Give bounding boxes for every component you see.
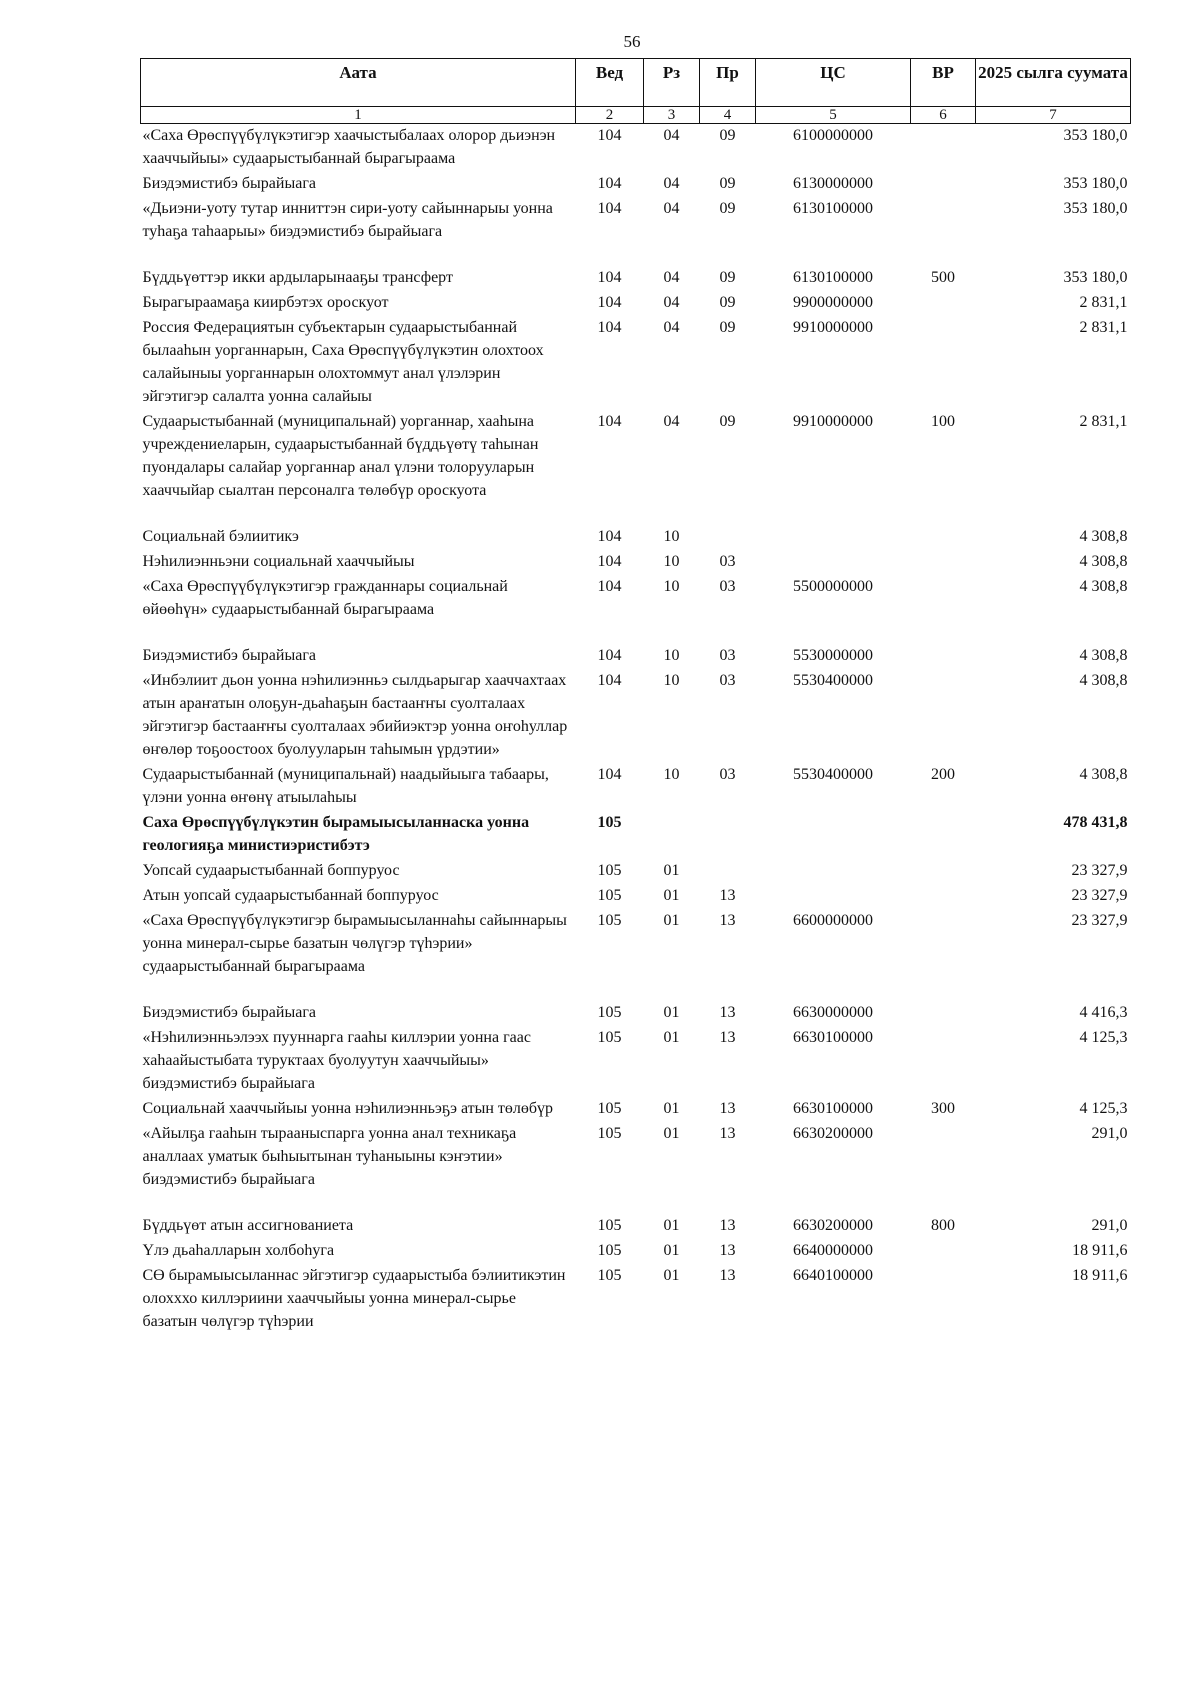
row-vr xyxy=(911,859,976,884)
row-rz: 04 xyxy=(663,294,680,311)
row-cs: 5500000000 xyxy=(793,578,873,595)
table-row xyxy=(141,1097,1131,1122)
row-ved: 105 xyxy=(597,912,622,929)
row-amount: 478 431,8 xyxy=(1063,814,1128,831)
row-vr xyxy=(911,124,976,173)
row-amount: 23 327,9 xyxy=(1071,887,1128,904)
header-vr: ВР xyxy=(911,59,976,107)
row-pr: 09 xyxy=(719,319,736,336)
row-pr: 09 xyxy=(719,413,736,430)
row-amount: 4 125,3 xyxy=(1079,1029,1128,1046)
row-ved: 105 xyxy=(597,887,622,904)
row-rz: 01 xyxy=(663,1125,680,1142)
row-amount: 23 327,9 xyxy=(1071,912,1128,929)
table-row xyxy=(141,1214,1131,1239)
row-cs xyxy=(756,859,911,884)
row-vr xyxy=(911,316,976,410)
table-row xyxy=(141,1239,1131,1264)
row-amount: 353 180,0 xyxy=(1063,175,1128,192)
row-name: «Саха Өрөспүүбүлүкэтигэр гражданнары социальнай өйөөһүн» судаарыстыбаннай бырагыраама xyxy=(142,578,508,618)
row-name: Бырагыраамаҕа киирбэтэх ороскуот xyxy=(142,294,389,311)
row-rz: 01 xyxy=(663,1267,680,1284)
row-name: Судаарыстыбаннай (муниципальнай) наадыйыыга табаары, үлэни уонна өҥөнү атыылаһыы xyxy=(142,766,549,806)
row-cs xyxy=(756,811,911,859)
row-cs xyxy=(756,550,911,575)
table-body xyxy=(141,124,1131,1336)
row-amount: 18 911,6 xyxy=(1072,1242,1128,1259)
row-name: Социальнай хааччыйыы уонна нэһилиэнньэҕэ атын төлөбүр xyxy=(142,1100,554,1117)
row-amount: 18 911,6 xyxy=(1072,1267,1128,1284)
row-cs: 6630100000 xyxy=(793,1029,873,1046)
table-row xyxy=(141,575,1131,644)
row-pr: 03 xyxy=(719,553,736,570)
row-ved: 105 xyxy=(597,1004,622,1021)
row-pr: 09 xyxy=(719,127,736,144)
table-row xyxy=(141,811,1131,859)
row-vr: 500 xyxy=(931,269,955,286)
row-name: «Инбэлиит дьон уонна нэһилиэнньэ сылдьарыгар хааччахтаах атын араҥатын олоҕун-дьаһаҕын бастааҥҥы суолталаах эйгэтигэр бастааҥҥы суолталаах эбийиэктэр уонна оҥоһуллар өҥөлөр тоҕоостоох буолууларын таһымын үрдэтии» xyxy=(142,672,568,758)
row-cs: 6630200000 xyxy=(793,1217,873,1234)
row-rz: 01 xyxy=(663,1217,680,1234)
header-number: 2 xyxy=(576,107,644,124)
row-vr xyxy=(911,669,976,763)
table-row xyxy=(141,316,1131,410)
header-number: 3 xyxy=(644,107,700,124)
table-row xyxy=(141,909,1131,1001)
row-vr xyxy=(911,1239,976,1264)
row-cs: 6640100000 xyxy=(793,1267,873,1284)
row-amount: 23 327,9 xyxy=(1071,862,1128,879)
row-ved: 104 xyxy=(597,175,622,192)
row-rz: 04 xyxy=(663,319,680,336)
row-ved: 105 xyxy=(597,862,622,879)
row-amount: 4 308,8 xyxy=(1079,766,1128,783)
row-rz: 10 xyxy=(663,672,680,689)
row-vr xyxy=(911,1122,976,1214)
table-row xyxy=(141,1264,1131,1335)
row-ved: 105 xyxy=(597,1029,622,1046)
header-pr: Пр xyxy=(700,59,756,107)
row-vr xyxy=(911,884,976,909)
row-name: Биэдэмистибэ бырайыага xyxy=(142,1004,316,1021)
table-row xyxy=(141,884,1131,909)
row-rz: 01 xyxy=(663,862,680,879)
header-number: 4 xyxy=(700,107,756,124)
row-rz: 10 xyxy=(663,578,680,595)
row-vr xyxy=(911,550,976,575)
row-cs: 6130100000 xyxy=(793,200,873,217)
row-ved: 104 xyxy=(597,294,622,311)
row-name: «Дьиэни-уоту тутар инниттэн сири-уоту сайыннарыы уонна туһаҕа таһаарыы» биэдэмистибэ бырайыага xyxy=(142,200,553,240)
row-name: Атын уопсай судаарыстыбаннай боппуруос xyxy=(142,887,439,904)
row-cs xyxy=(756,525,911,550)
row-vr xyxy=(911,1001,976,1026)
row-rz xyxy=(644,811,700,859)
row-ved: 104 xyxy=(597,647,622,664)
row-pr: 13 xyxy=(719,1004,736,1021)
row-name: Россия Федерациятын субъектарын судаарыстыбаннай былааһын уорганнарын, Саха Өрөспүүбүлүкэтин олохтоох салайыныы уорганнарын олохтоммут анал үлэлэрин эйгэтигэр салалта уонна салайыы xyxy=(142,319,544,405)
row-pr xyxy=(700,811,756,859)
row-amount: 4 416,3 xyxy=(1079,1004,1128,1021)
row-name: Бүддьүөттэр икки ардыларынааҕы трансферт xyxy=(142,269,453,286)
row-cs: 6630100000 xyxy=(793,1100,873,1117)
row-amount: 353 180,0 xyxy=(1063,269,1128,286)
row-ved: 104 xyxy=(597,578,622,595)
row-name: Уопсай судаарыстыбаннай боппуруос xyxy=(142,862,400,879)
header-number: 5 xyxy=(756,107,911,124)
row-pr: 03 xyxy=(719,766,736,783)
row-ved: 104 xyxy=(597,319,622,336)
row-ved: 105 xyxy=(597,1267,622,1284)
row-pr xyxy=(700,859,756,884)
row-cs: 9900000000 xyxy=(793,294,873,311)
row-amount: 4 125,3 xyxy=(1079,1100,1128,1117)
row-name: Саха Өрөспүүбүлүкэтин бырамыысыланнаска уонна геологияҕа министиэристибэтэ xyxy=(142,814,530,854)
row-cs: 9910000000 xyxy=(793,413,873,430)
row-ved: 104 xyxy=(597,553,622,570)
row-amount: 2 831,1 xyxy=(1079,319,1128,336)
row-rz: 04 xyxy=(663,200,680,217)
row-pr: 09 xyxy=(719,294,736,311)
row-amount: 4 308,8 xyxy=(1079,672,1128,689)
row-pr: 09 xyxy=(719,175,736,192)
row-ved: 105 xyxy=(597,1125,622,1142)
row-name: Бүддьүөт атын ассигнованиета xyxy=(142,1217,354,1234)
row-amount: 291,0 xyxy=(1091,1217,1128,1234)
row-vr xyxy=(911,644,976,669)
table-row xyxy=(141,525,1131,550)
row-pr: 09 xyxy=(719,200,736,217)
row-ved: 104 xyxy=(597,672,622,689)
row-name: «Айылҕа гааһын тырааныспарга уонна анал техникаҕа аналлаах уматык быһыытынан туһаныыны кэҥэтии» биэдэмистибэ бырайыага xyxy=(142,1125,517,1188)
header-amount: 2025 сылга суумата xyxy=(976,59,1131,107)
row-vr: 300 xyxy=(931,1100,955,1117)
row-rz: 04 xyxy=(663,413,680,430)
row-vr xyxy=(911,172,976,197)
row-cs: 6630000000 xyxy=(793,1004,873,1021)
row-rz: 01 xyxy=(663,1004,680,1021)
row-amount: 353 180,0 xyxy=(1063,127,1128,144)
row-cs: 6640000000 xyxy=(793,1242,873,1259)
row-amount: 291,0 xyxy=(1091,1125,1128,1142)
row-rz: 10 xyxy=(663,553,680,570)
table-row xyxy=(141,859,1131,884)
row-name: «Саха Өрөспүүбүлүкэтигэр бырамыысыланнаһы сайыннарыы уонна минерал-сырье базатын чөлүгэр түһэрии» судаарыстыбаннай бырагыраама xyxy=(142,912,567,975)
row-vr xyxy=(911,291,976,316)
row-pr: 03 xyxy=(719,578,736,595)
row-ved: 105 xyxy=(597,1217,622,1234)
row-ved: 104 xyxy=(597,528,622,545)
row-amount: 4 308,8 xyxy=(1079,647,1128,664)
row-name: СӨ бырамыысыланнас эйгэтигэр судаарыстыба бэлиитикэтин олохххо киллэриини хааччыйыы уонна минерал-сырье базатын чөлүгэр түһэрии xyxy=(142,1267,566,1330)
row-pr: 13 xyxy=(719,1125,736,1142)
row-name: Судаарыстыбаннай (муниципальнай) уорганнар, хааһына учреждениеларын, судаарыстыбаннай бүддьүөтү таһынан пуондалары салайар уорганнар анал үлэни толорууларын хааччыйар сыалтан персоналга төлөбүр ороскуота xyxy=(142,413,539,499)
page-number: 56 xyxy=(623,32,641,51)
header-cs: ЦС xyxy=(756,59,911,107)
row-rz: 10 xyxy=(663,528,680,545)
row-amount: 4 308,8 xyxy=(1079,578,1128,595)
row-amount: 2 831,1 xyxy=(1079,413,1128,430)
table-row xyxy=(141,291,1131,316)
row-rz: 10 xyxy=(663,766,680,783)
header-name: Аата xyxy=(141,59,576,107)
row-rz: 04 xyxy=(663,269,680,286)
row-pr: 03 xyxy=(719,647,736,664)
row-cs: 9910000000 xyxy=(793,319,873,336)
row-pr: 13 xyxy=(719,1029,736,1046)
row-name: Үлэ дьаһалларын холбоһуга xyxy=(142,1242,335,1259)
row-ved: 104 xyxy=(597,200,622,217)
row-pr: 13 xyxy=(719,1267,736,1284)
table-header xyxy=(141,59,1131,124)
table-row xyxy=(141,266,1131,291)
row-rz: 01 xyxy=(663,887,680,904)
row-vr xyxy=(911,909,976,1001)
row-vr xyxy=(911,575,976,644)
row-amount: 353 180,0 xyxy=(1063,200,1128,217)
row-cs: 6600000000 xyxy=(793,912,873,929)
row-cs: 5530400000 xyxy=(793,766,873,783)
row-cs: 6130000000 xyxy=(793,175,873,192)
table-row xyxy=(141,172,1131,197)
row-ved: 105 xyxy=(597,814,622,831)
row-pr: 03 xyxy=(719,672,736,689)
table-row xyxy=(141,763,1131,811)
row-cs: 5530400000 xyxy=(793,672,873,689)
header-number: 7 xyxy=(976,107,1131,124)
row-rz: 01 xyxy=(663,1029,680,1046)
row-name: Социальнай бэлиитикэ xyxy=(142,528,299,545)
table-row xyxy=(141,1026,1131,1097)
row-cs xyxy=(756,884,911,909)
row-name: Биэдэмистибэ бырайыага xyxy=(142,647,316,664)
row-rz: 01 xyxy=(663,1100,680,1117)
row-ved: 104 xyxy=(597,269,622,286)
row-vr: 100 xyxy=(931,413,955,430)
header-ved: Вед xyxy=(576,59,644,107)
row-pr xyxy=(700,525,756,550)
row-name: «Саха Өрөспүүбүлүкэтигэр хаачыстыбалаах олорор дьиэнэн хааччыйыы» судаарыстыбаннай бырагыраама xyxy=(142,127,556,167)
row-rz: 01 xyxy=(663,912,680,929)
row-pr: 13 xyxy=(719,887,736,904)
row-ved: 105 xyxy=(597,1100,622,1117)
row-vr: 200 xyxy=(931,766,955,783)
budget-table xyxy=(140,58,1131,1335)
row-amount: 4 308,8 xyxy=(1079,528,1128,545)
row-ved: 104 xyxy=(597,127,622,144)
table-row xyxy=(141,669,1131,763)
table-row xyxy=(141,644,1131,669)
row-pr: 09 xyxy=(719,269,736,286)
row-vr xyxy=(911,197,976,266)
row-name: «Нэһилиэнньэлээх пууннарга гааһы киллэрии уонна гаас хаһаайыстыбата туруктаах буолуутун хааччыйыы» биэдэмистибэ бырайыага xyxy=(142,1029,531,1092)
row-rz: 10 xyxy=(663,647,680,664)
row-pr: 13 xyxy=(719,1100,736,1117)
row-vr xyxy=(911,1026,976,1097)
table-row xyxy=(141,124,1131,173)
table-row xyxy=(141,410,1131,525)
row-cs: 6100000000 xyxy=(793,127,873,144)
row-name: Нэһилиэнньэни социальнай хааччыйыы xyxy=(142,553,415,570)
row-pr: 13 xyxy=(719,912,736,929)
row-rz: 04 xyxy=(663,127,680,144)
table-row xyxy=(141,197,1131,266)
row-ved: 105 xyxy=(597,1242,622,1259)
row-amount: 2 831,1 xyxy=(1079,294,1128,311)
row-cs: 6630200000 xyxy=(793,1125,873,1142)
row-ved: 104 xyxy=(597,413,622,430)
row-vr: 800 xyxy=(931,1217,955,1234)
row-ved: 104 xyxy=(597,766,622,783)
row-cs: 6130100000 xyxy=(793,269,873,286)
row-amount: 4 308,8 xyxy=(1079,553,1128,570)
row-vr xyxy=(911,1264,976,1335)
row-rz: 04 xyxy=(663,175,680,192)
table-row xyxy=(141,550,1131,575)
row-vr xyxy=(911,525,976,550)
header-rz: Рз xyxy=(644,59,700,107)
row-pr: 13 xyxy=(719,1242,736,1259)
header-number: 1 xyxy=(141,107,576,124)
table-row xyxy=(141,1001,1131,1026)
row-pr: 13 xyxy=(719,1217,736,1234)
table-row xyxy=(141,1122,1131,1214)
header-number: 6 xyxy=(911,107,976,124)
row-rz: 01 xyxy=(663,1242,680,1259)
row-vr xyxy=(911,811,976,859)
row-cs: 5530000000 xyxy=(793,647,873,664)
row-name: Биэдэмистибэ бырайыага xyxy=(142,175,316,192)
